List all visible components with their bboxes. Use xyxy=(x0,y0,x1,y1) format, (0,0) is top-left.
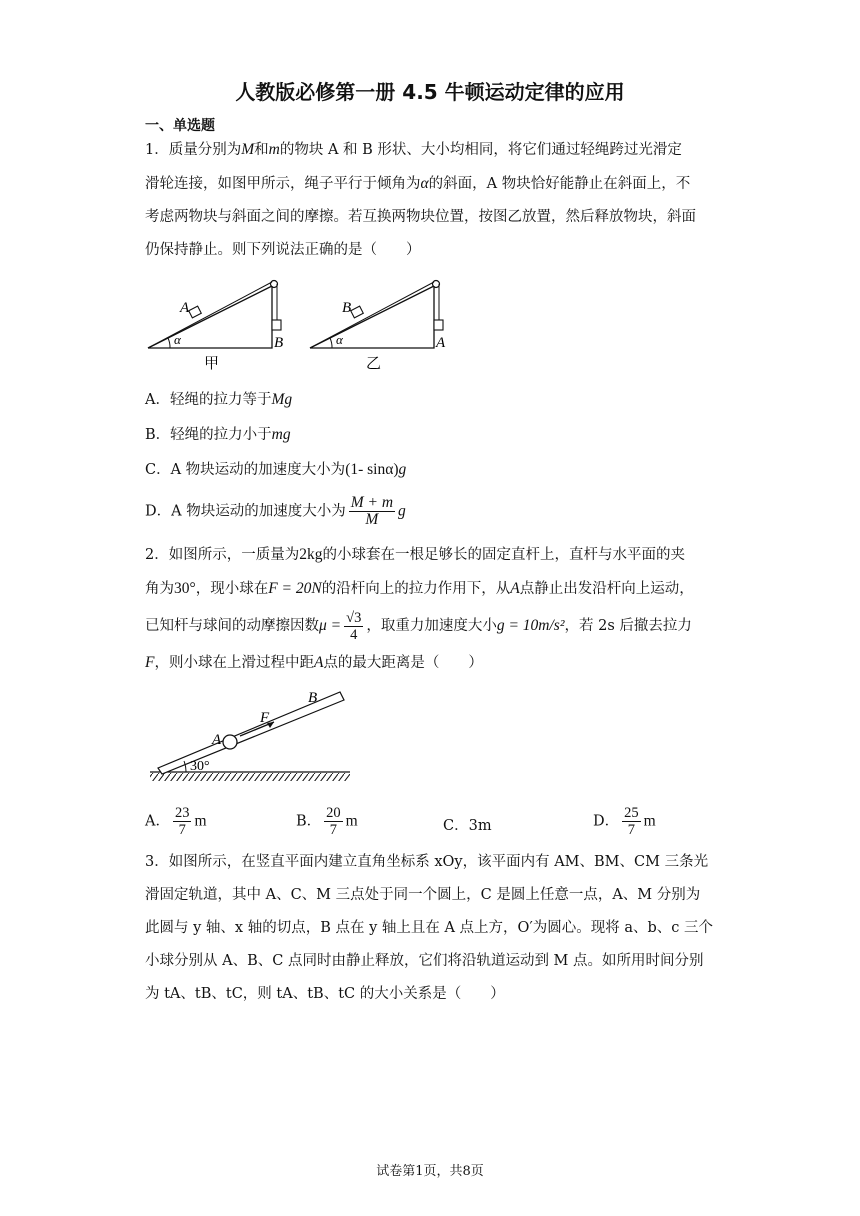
q1-line-2: 滑轮连接，如图甲所示，绳子平行于倾角为α的斜面，A 物块恰好能静止在斜面上，不 xyxy=(145,175,691,192)
q3-line-1: 3．如图所示，在竖直平面内建立直角坐标系 xOy，该平面内有 AM、BM、CM 三条光 xyxy=(145,854,709,870)
q2-option-d-fraction: $\frac{25}{7}$ xyxy=(624,805,639,838)
question-1-text xyxy=(145,133,720,267)
q1-option-d[interactable]: D．A 物块运动的加速度大小为 $\frac{M + m}{M}$ g xyxy=(145,494,406,528)
question-3-text xyxy=(145,846,720,1011)
slope-block-icon xyxy=(189,306,202,318)
pulley-icon xyxy=(433,281,440,288)
q1-line-4: 仍保持静止。则下列说法正确的是（ ） xyxy=(145,242,421,258)
fig-yi-label-top: B xyxy=(342,300,352,316)
q1-line-3: 考虑两物块与斜面之间的摩擦。若互换两物块位置，按图乙放置，然后释放物块，斜面 xyxy=(145,209,696,225)
q2-fig-label-b: B xyxy=(308,690,318,706)
fig-yi-label-hang: A xyxy=(436,335,446,351)
q2-line-4: F，则小球在上滑过程中距A点的最大距离是（ ） xyxy=(145,654,483,671)
q3-line-4: 小球分别从 A、B、C 点同时由静止释放，它们将沿轨道运动到 M 点。如所用时间分别 xyxy=(145,953,704,969)
fig-yi-caption: 乙 xyxy=(366,356,382,372)
q2-figure xyxy=(140,686,360,786)
fig-jia-label-hang: B xyxy=(274,335,284,351)
q3-line-2: 滑固定轨道，其中 A、C、M 三点处于同一个圆上，C 是圆上任意一点，A、M 分别为 xyxy=(145,887,701,903)
q2-line-3: 已知杆与球间的动摩擦因数μ = $\frac{√3}{4}$ ，取重力加速度大小g = 10m/s²，若 2s 后撤去拉力 xyxy=(145,609,692,643)
section-heading: 一、单选题 xyxy=(145,118,215,134)
page-footer: 试卷第1页，共8页 xyxy=(376,1164,484,1179)
q1-figure xyxy=(140,272,460,377)
q2-fig-label-angle: 30° xyxy=(190,759,210,774)
ground-hatching xyxy=(150,773,350,781)
q3-line-5: 为 tA、tB、tC，则 tA、tB、tC 的大小关系是（ ） xyxy=(145,986,505,1002)
pulley-icon xyxy=(271,281,278,288)
fig-jia-label-angle: α xyxy=(174,332,181,347)
q1-figure-yi xyxy=(310,281,446,373)
q2-option-a-fraction: $\frac{23}{7}$ xyxy=(174,805,190,838)
q2-line-1: 2．如图所示，一质量为2kg的小球套在一根足够长的固定直杆上，直杆与水平面的夹 xyxy=(145,546,685,563)
document-title: 人教版必修第一册 4.5 牛顿运动定律的应用 xyxy=(235,80,625,104)
q1-line-1: 1．质量分别为M和m的物块 A 和 B 形状、大小均相同，将它们通过轻绳跨过光滑定 xyxy=(145,141,682,158)
hanging-block-icon xyxy=(272,320,281,330)
q2-fig-label-f: F xyxy=(260,710,270,726)
q1-option-c[interactable]: C．A 物块运动的加速度大小为(1- sinα)g xyxy=(145,461,407,478)
q1-option-a[interactable]: A．轻绳的拉力等于Mg xyxy=(145,391,293,408)
ball-icon xyxy=(223,735,237,749)
q2-option-d[interactable]: D． $\frac{25}{7}$ m xyxy=(593,805,656,838)
fig-jia-caption: 甲 xyxy=(204,356,220,372)
q2-option-b-fraction: $\frac{20}{7}$ xyxy=(326,805,341,838)
q1-option-b[interactable]: B．轻绳的拉力小于mg xyxy=(145,426,291,443)
q3-line-3: 此圆与 y 轴、x 轴的切点，B 点在 y 轴上且在 A 点上方，O′为圆心。现将 a、b、c 三个 xyxy=(145,920,714,936)
q1-option-d-fraction: $\frac{M + m}{M}$ xyxy=(350,494,394,528)
q2-mu-fraction: $\frac{√3}{4}$ xyxy=(346,609,362,643)
fig-yi-label-angle: α xyxy=(336,332,343,347)
q2-fig-label-a: A xyxy=(212,732,222,748)
slope-block-icon xyxy=(351,306,364,318)
q2-option-a[interactable]: A． $\frac{23}{7}$ m xyxy=(145,805,207,838)
q2-line-2: 角为30°，现小球在F = 20N的沿杆向上的拉力作用下，从A点静止出发沿杆向上运动， xyxy=(145,580,694,597)
q1-figure-jia xyxy=(148,281,283,373)
q2-option-c[interactable]: C．3m xyxy=(443,818,492,834)
q2-option-b[interactable]: B． $\frac{20}{7}$ m xyxy=(296,805,358,838)
hanging-block-icon xyxy=(434,320,443,330)
fig-jia-label-top: A xyxy=(180,300,190,316)
question-2-text xyxy=(145,538,720,680)
